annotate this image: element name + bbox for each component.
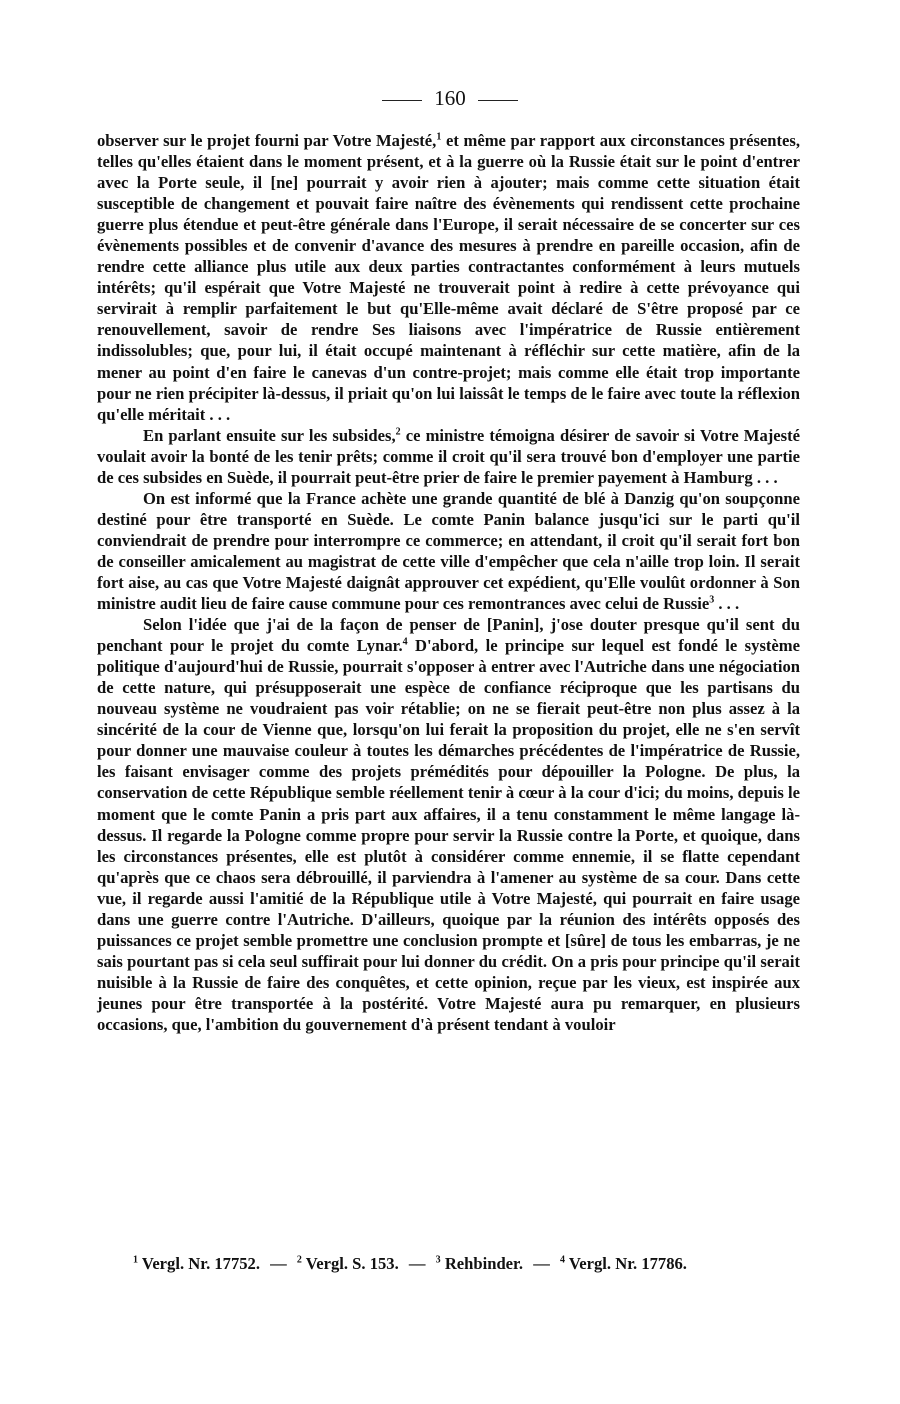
page-number-rule-right (478, 100, 518, 101)
page-number (0, 86, 900, 110)
footnote-number: 1 (133, 1254, 138, 1266)
paragraph-text: ce ministre témoigna désirer de savoir si Votre Majesté voulait avoir la bonté de les tenir prêts; comme il croit qu'il sera trouvé bon d'employer une partie de ces subsides en Suède, il pourrait peut-être prier de faire le premier payement à Hamburg . . . (97, 425, 800, 487)
footnote-number: 2 (296, 1254, 302, 1266)
footnote-ref-1: 1 (436, 131, 442, 143)
paragraph-text: observer sur le projet fourni par Votre Majesté, (97, 131, 437, 150)
footnote-separator: — (408, 1254, 426, 1273)
body-text (97, 130, 800, 1035)
paragraph-text: En parlant ensuite sur les subsides, (143, 425, 396, 445)
paragraph-text: On est informé que la France achète une grande quantité de blé à Danzig qu'on soupçonne destiné pour être transporté en Suède. Le comte Panin balance jusqu'ici sur le parti qu'il conviendrait de prendre pour interrompre ce commerce; en attendant, il croit qu'il serait fort bon de conseiller amicalement au magistrat de cette ville d'empêcher que cela n'aille trop loin. Il serait fort aise, au cas que Votre Majesté daignât approuver cet expédient, qu'Elle voulût ordonner à Son ministre audit lieu de faire cause commune pour ces remontrances avec celui de Russie (97, 488, 800, 614)
paragraph-1 (97, 130, 800, 425)
paragraph-3 (97, 488, 800, 614)
footnote-ref-4: 4 (402, 636, 408, 648)
footnote-ref-3: 3 (709, 594, 715, 606)
footnote-number: 3 (435, 1254, 441, 1266)
page-number-text: 160 (434, 86, 466, 110)
footnote-separator: — (270, 1254, 287, 1273)
paragraph-2 (97, 425, 800, 488)
footnotes (97, 1253, 800, 1275)
paragraph-text: D'abord, le principe sur lequel est fondé le système politique d'aujourd'hui de Russie, pourrait s'opposer à entrer avec l'Autriche dans une négociation de cette nature, qui présupposerait une espèce de confiance réciproque que les partisans du nouveau système ne voudraient pas voir rétablie; on ne se fierait peut-être non plus assez à la sincérité de la cour de Vienne que, lorsqu'on lui ferait la proposition du projet, elle ne s'en servît pour donner une mauvaise couleur à toutes les démarches précédentes de l'impératrice de Russie, les faisant envisager comme des projets prémédités pour dépouiller la Pologne. De plus, la conservation de cette République semble réellement tenir à cœur à la cour d'ici; du moins, depuis le moment que le comte Panin a pris part aux affaires, il a tenu constamment le même langage là-dessus. Il regarde la Pologne comme propre pour servir la Russie contre la Porte, et quoique, dans les circonstances présentes, elle est plutôt à considérer comme ennemie, il se flatte cependant qu'après que ce chaos sera débrouillé, il parviendra à l'amener au système de sa cour. Dans cette vue, il regarde aussi l'amitié de la République utile à Votre Majesté, qui pourrait en faire usage dans une guerre contre l'Autriche. D'ailleurs, quoique par la réunion des intérêts opposés des puissances ce projet semble promettre une conclusion prompte et [sûre] de tous les embarras, je ne sais pourtant pas si cela seul suffirait pour lui donner du crédit. On a pris pour principe qu'il serait nuisible à la Russie de faire des conquêtes, et cette opinion, reçue par les vieux, est inspirée aux jeunes pour être transportée à la postérité. Votre Majesté aura pu remarquer, en plusieurs occasions, que, l'ambition du gouvernement d'à présent tendant à vouloir (97, 636, 800, 1034)
paragraph-text: Selon l'idée que j'ai de la façon de penser de [Panin], j'ose douter presque qu'il sent du penchant pour le projet du comte Lynar. (97, 615, 800, 656)
footnote-number: 4 (559, 1254, 565, 1266)
footnote-text: Vergl. Nr. 17752. (141, 1254, 261, 1273)
page-number-rule-left (382, 100, 422, 101)
footnote-text: Vergl. S. 153. (305, 1254, 399, 1273)
footnote-text: Rehbinder. (444, 1254, 524, 1273)
footnote-text: Vergl. Nr. 17786. (568, 1254, 687, 1273)
paragraph-4 (97, 614, 800, 1035)
footnote-ref-2: 2 (395, 426, 401, 438)
paragraph-text: . . . (714, 594, 740, 614)
paragraph-text: et même par rapport aux circonstances présentes, telles qu'elles étaient dans le moment présent, et à la guerre où la Russie était sur le point d'entrer avec la Porte seule, il [ne] pourrait y avoir rien à ajouter; mais comme cette situation était susceptible de changement et pouvait faire naître des évènements qui rendissent cette prochaine guerre plus étendue et peut-être générale dans l'Europe, il serait nécessaire de se concerter sur ces évènements possibles et de convenir d'avance des mesures à prendre en pareille occasion, afin de rendre cette alliance plus utile aux deux parties contractantes conformément à leurs mutuels intérêts; qu'il espérait que Votre Majesté ne trouverait point à redire à cette prévoyance qui servirait à remplir parfaitement le but qu'Elle-même avait déclaré de S'être proposé par ce renouvellement, savoir de rendre Ses liaisons avec l'impératrice de Russie entièrement indissolubles; que, pour lui, il était occupé maintenant à réfléchir sur cette matière, afin de la mener au point d'en faire le canevas d'un contre-projet; mais comme elle était trop importante pour ne rien précipiter là-dessus, il priait qu'on lui laissât le temps de le faire avec toute la réflexion qu'elle méritait . . . (97, 131, 800, 424)
footnote-separator: — (533, 1254, 550, 1273)
